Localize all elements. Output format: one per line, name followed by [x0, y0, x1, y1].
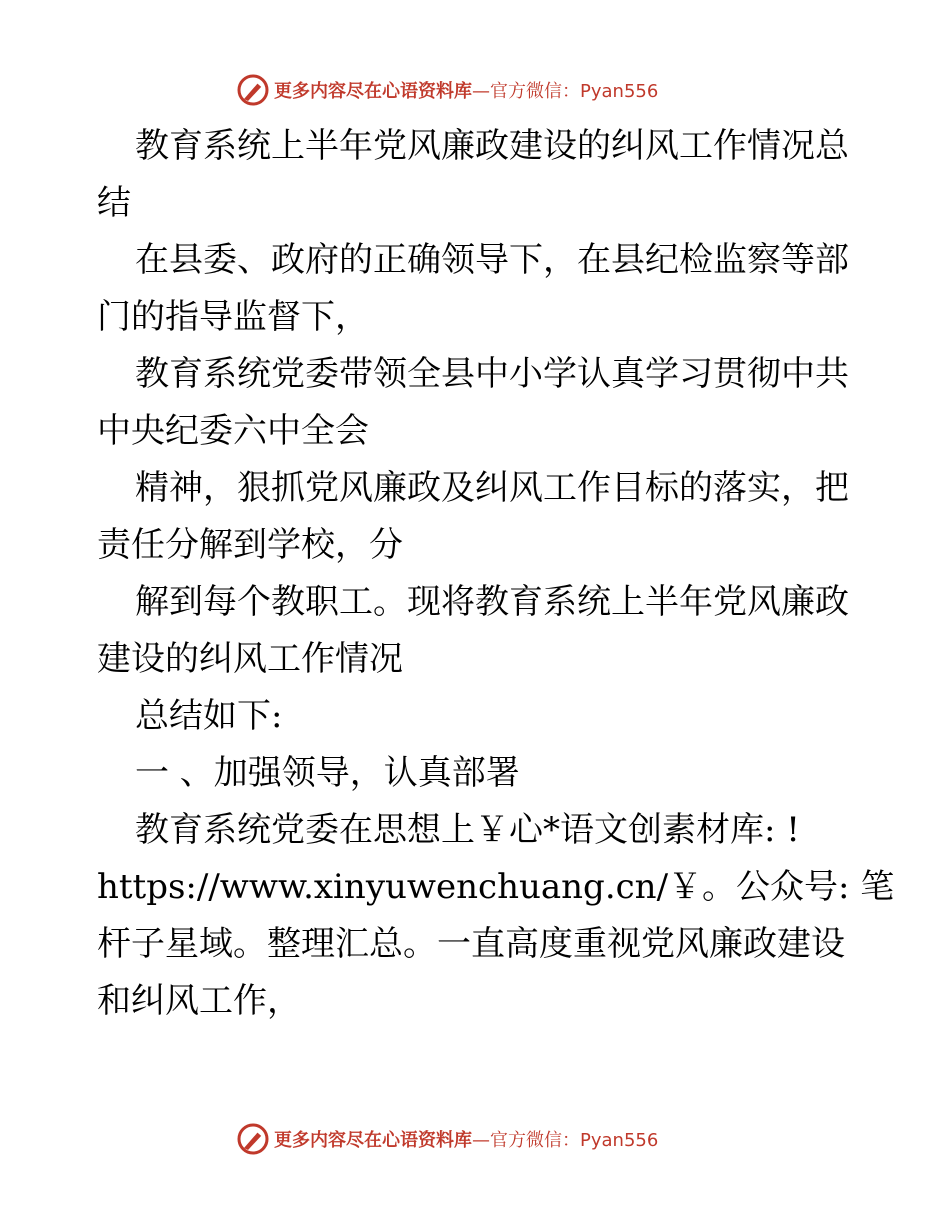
- paragraph-line: 门的指导监督下，: [97, 297, 369, 337]
- paragraph-line: 和纠风工作，: [97, 981, 301, 1021]
- document-body: [97, 118, 895, 1030]
- paragraph-line: https://www.xinyuwenchuang.cn/￥。公众号: 笔: [97, 867, 895, 907]
- paragraph-line: 精神，狠抓党风廉政及纠风工作目标的落实，把: [135, 468, 849, 508]
- document-title-line-2: 结: [97, 183, 131, 223]
- section-heading: 一 、加强领导，认真部署: [135, 753, 520, 793]
- paragraph-line: 建设的纠风工作情况: [97, 639, 403, 679]
- paragraph-line: 教育系统党委在思想上￥心*语文创素材库: !: [135, 810, 800, 850]
- banner-text: 更多内容尽在心语资料库: [274, 81, 472, 102]
- paragraph-line: 杆子星域。整理汇总。一直高度重视党风廉政建设: [97, 924, 845, 964]
- footer-banner: [236, 1121, 658, 1157]
- paragraph-line: 在县委、政府的正确领导下，在县纪检监察等部: [135, 240, 849, 280]
- header-banner: [236, 72, 658, 108]
- document-title-line-1: 教育系统上半年党风廉政建设的纠风工作情况总: [135, 126, 849, 166]
- banner-contact: —官方微信：Pyan556: [472, 81, 659, 102]
- banner-contact: —官方微信：Pyan556: [472, 1130, 659, 1151]
- paragraph-line: 中央纪委六中全会: [97, 411, 369, 451]
- paragraph-line: 总结如下:: [135, 696, 283, 736]
- paragraph-line: 解到每个教职工。现将教育系统上半年党风廉政: [135, 582, 849, 622]
- paragraph-line: 责任分解到学校，分: [97, 525, 403, 565]
- pen-circle-logo-icon: [236, 1122, 270, 1156]
- paragraph-line: 教育系统党委带领全县中小学认真学习贯彻中共: [135, 354, 849, 394]
- banner-text: 更多内容尽在心语资料库: [274, 1130, 472, 1151]
- pen-circle-logo-icon: [236, 73, 270, 107]
